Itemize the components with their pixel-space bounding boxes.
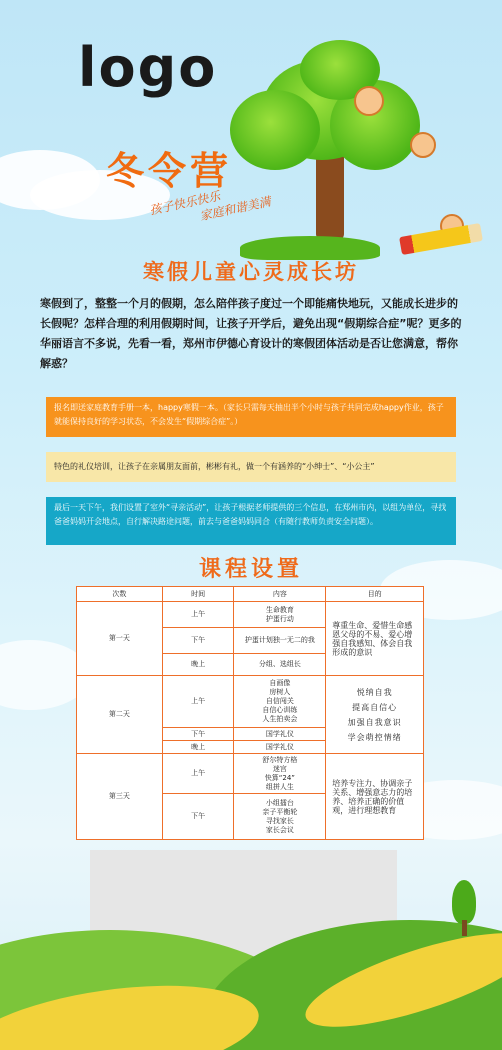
child-icon (410, 132, 436, 158)
note-cream: 特色的礼仪培训，让孩子在亲属朋友面前，彬彬有礼，做一个有涵养的“小绅士”、“小公主” (46, 452, 456, 482)
table-header-row (77, 587, 424, 602)
child-icon (354, 86, 384, 116)
tree-crown (230, 90, 320, 170)
goal-cell: 培养专注力、协调亲子关系、增强意志力的培养、培养正确的价值观，进行理想教育 (326, 754, 424, 840)
header-cell: 内容 (234, 587, 326, 602)
time-cell: 下午 (162, 728, 234, 741)
intro-paragraph: 寒假到了，整整一个月的假期，怎么陪伴孩子度过一个即能痛快地玩，又能成长进步的长假呢？怎样合理的利用假期时间，让孩子开学后，避免出现“假期综合症”呢？更多的华丽语言不多说，先看一看，郑州市伊德心育设计的寒假团体活动是否让您满意，帮你解惑？ (40, 297, 462, 370)
time-cell: 上午 (162, 676, 234, 728)
content-cell: 小组擂台 亲子平衡轮 寻找家长 家长会议 (234, 794, 326, 840)
goal-cell: 尊重生命、爱惜生命感恩父母的不易、爱心增强自我感知、体会自我形成的意识 (326, 602, 424, 676)
headline: 寒假儿童心灵成长坊 (143, 259, 359, 284)
content-cell: 护蛋计划独一无二的我 (234, 628, 326, 654)
content-cell: 国学礼仪 (234, 741, 326, 754)
table-row (77, 676, 424, 728)
goal-line: 学会萌控情绪 (347, 732, 402, 742)
content-cell: 舒尔特方格 迷宫 快算“24” 组拼人生 (234, 754, 326, 794)
header-cell: 时间 (162, 587, 234, 602)
brand-title: 冬令营 (106, 148, 233, 193)
goal-cell (326, 676, 424, 754)
time-cell: 上午 (162, 754, 234, 794)
note-orange: 报名即送家庭教育手册一本，happy寒假一本。（家长只需每天抽出半个小时与孩子共同完成happy作业，孩子就能保持良好的学习状态，不会发生“假期综合症”。） (46, 397, 456, 437)
table-row (77, 602, 424, 628)
time-cell: 上午 (162, 602, 234, 628)
time-cell: 晚上 (162, 654, 234, 676)
goal-line: 提高自信心 (352, 702, 398, 712)
time-cell: 下午 (162, 794, 234, 840)
section-title: 课程设置 (198, 556, 303, 582)
tree-trunk (462, 920, 467, 936)
content-cell: 生命教育 护蛋行动 (234, 602, 326, 628)
content-cell: 自画像 房树人 自信闯关 自信心训练 人生拍卖会 (234, 676, 326, 728)
tree-icon (452, 880, 476, 924)
schedule-table (76, 586, 424, 840)
time-cell: 下午 (162, 628, 234, 654)
time-cell: 晚上 (162, 741, 234, 754)
table-row (77, 754, 424, 794)
day-cell: 第一天 (77, 602, 163, 676)
note-teal: 最后一天下午，我们设置了室外“寻亲活动”，让孩子根据老师提供的三个信息，在郑州市内，以组为单位，寻找爸爸妈妈开会地点，自行解决路途问题，前去与爸爸妈妈同合（有随行教师负责安全问题）。 (46, 497, 456, 545)
header-cell: 目的 (326, 587, 424, 602)
header-cell: 次数 (77, 587, 163, 602)
content-cell: 分组、选组长 (234, 654, 326, 676)
day-cell: 第二天 (77, 676, 163, 754)
day-cell: 第三天 (77, 754, 163, 840)
goal-line: 加强自我意识 (347, 717, 402, 727)
slogan-line1: 孩子快乐快乐 (148, 188, 222, 218)
goal-line: 悦纳自我 (356, 687, 393, 697)
content-cell: 国学礼仪 (234, 728, 326, 741)
slogan-line2: 家庭和谐美满 (198, 194, 272, 224)
logo-text: logo (78, 36, 218, 99)
